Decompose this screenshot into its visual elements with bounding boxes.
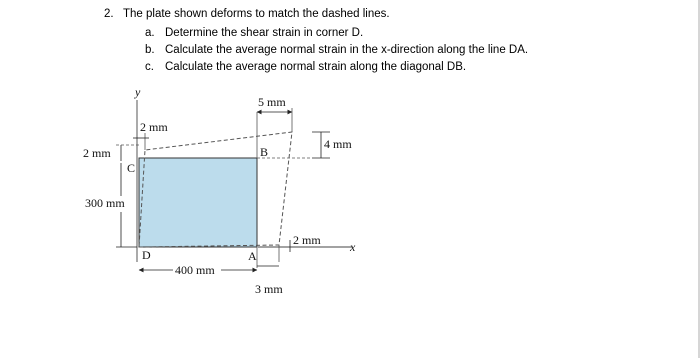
- x-axis-label: x: [350, 240, 356, 254]
- dim-4mm-label: 4 mm: [324, 137, 352, 151]
- part-b-text: Calculate the average normal strain in the x-direction along the line DA.: [165, 44, 529, 56]
- part-c-text: Calculate the average normal strain along the diagonal DB.: [165, 61, 467, 73]
- dim-left-2mm-label: 2 mm: [83, 146, 111, 160]
- corner-b-label: B: [260, 145, 269, 159]
- question-number: 2.: [104, 8, 114, 20]
- dim-5mm-label: 5 mm: [258, 95, 286, 109]
- y-axis-label: y: [135, 85, 141, 99]
- question-prompt: The plate shown deforms to match the dashed lines.: [123, 8, 390, 20]
- dim-right-2mm-label: 2 mm: [293, 233, 321, 247]
- corner-d-label: D: [142, 248, 151, 262]
- corner-c-label: C: [127, 161, 136, 175]
- corner-a-label: A: [248, 249, 257, 263]
- part-a-letter: a.: [145, 27, 155, 39]
- part-a-text: Determine the shear strain in corner D.: [165, 27, 364, 39]
- part-b-letter: b.: [145, 44, 155, 56]
- original-plate: [139, 158, 257, 247]
- dim-400mm-label: 400 mm: [175, 263, 215, 277]
- dim-3mm-label: 3 mm: [255, 282, 283, 296]
- dim-300mm-label: 300 mm: [85, 196, 125, 210]
- part-c-letter: c.: [145, 61, 154, 73]
- dim-top-2mm-label: 2 mm: [140, 120, 168, 134]
